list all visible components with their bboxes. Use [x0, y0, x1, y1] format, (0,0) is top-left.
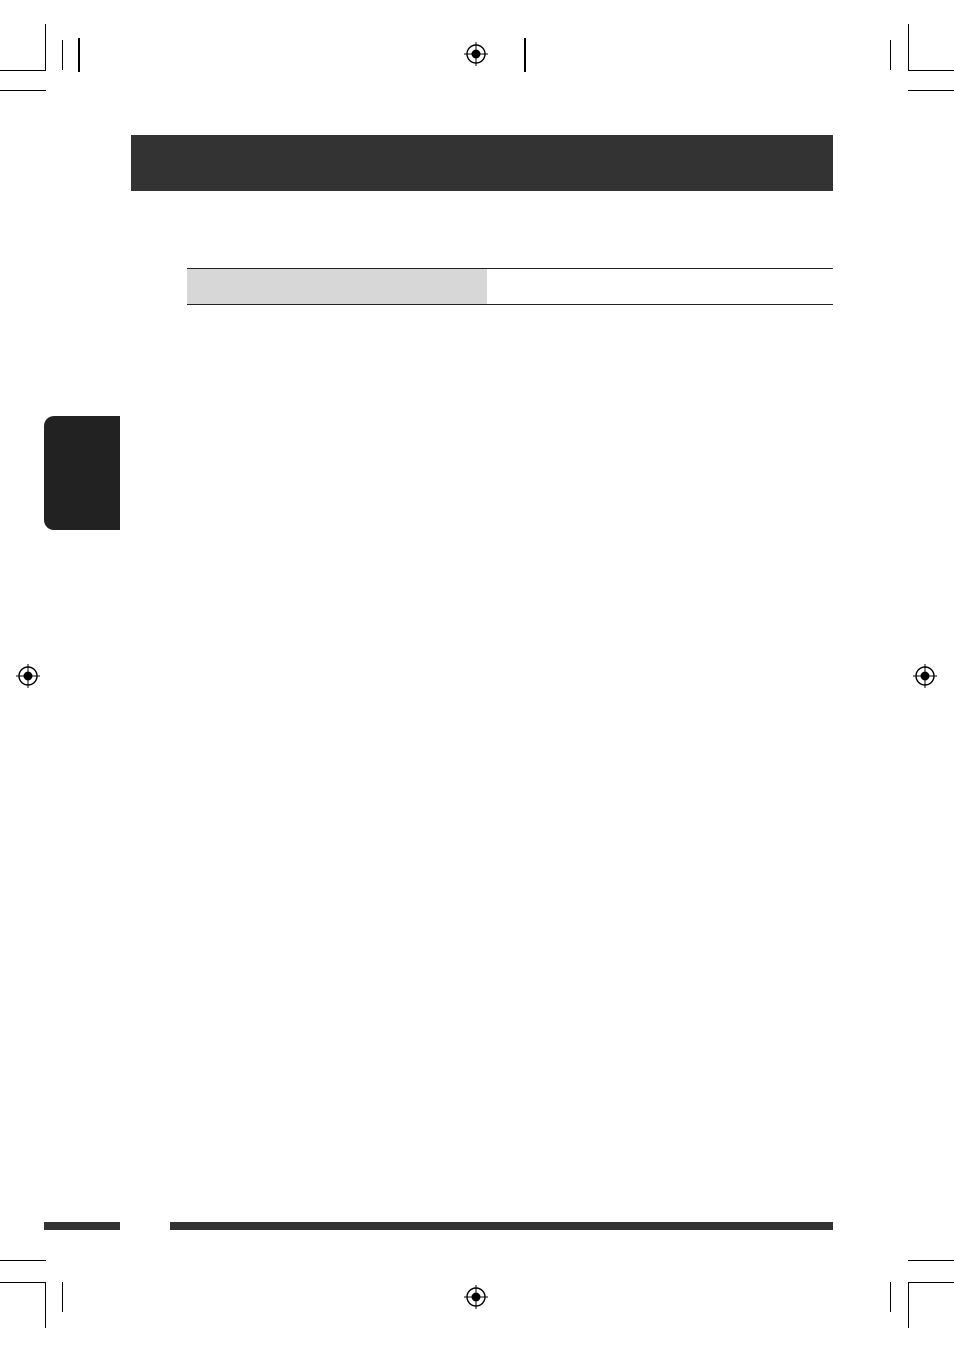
footer-rule-left — [44, 1222, 120, 1230]
color-calibration-bar-left — [78, 38, 80, 72]
header-remedy — [487, 269, 833, 304]
registration-mark-icon — [913, 664, 937, 688]
registration-mark-icon — [464, 42, 488, 66]
registration-mark-icon — [16, 664, 40, 688]
language-tab — [44, 416, 120, 530]
header-symptom — [187, 269, 487, 304]
footer-rule-right — [170, 1222, 833, 1230]
registration-mark-icon — [464, 1285, 488, 1309]
title-bar — [131, 135, 833, 191]
color-calibration-bar-right — [524, 38, 526, 72]
table-header — [187, 268, 833, 305]
